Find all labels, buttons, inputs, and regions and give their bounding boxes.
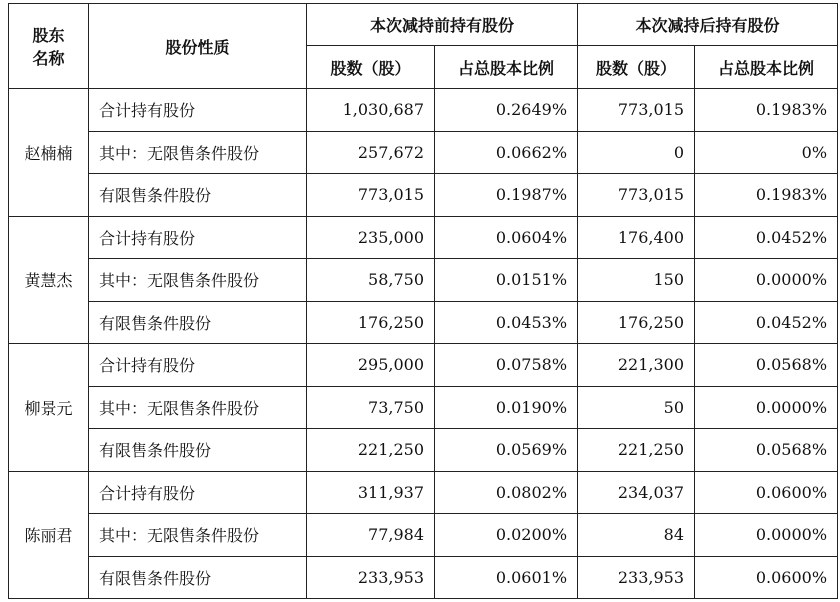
after-ratio-cell: 0.0452% xyxy=(695,216,838,259)
table-row xyxy=(9,386,838,429)
before-ratio-cell: 0.0604% xyxy=(435,216,578,259)
share-nature-cell: 其中：无限售条件股份 xyxy=(89,131,307,174)
shareholder-name: 柳景元 xyxy=(9,344,89,472)
header-shareholder-name xyxy=(9,4,89,89)
table-row xyxy=(9,131,838,174)
share-nature-cell: 其中：无限售条件股份 xyxy=(89,259,307,302)
before-shares-cell: 295,000 xyxy=(307,344,435,387)
table-body xyxy=(9,89,838,599)
after-shares-cell: 773,015 xyxy=(578,174,695,217)
before-shares-cell: 58,750 xyxy=(307,259,435,302)
header-share-nature: 股份性质 xyxy=(89,4,307,89)
before-shares-cell: 235,000 xyxy=(307,216,435,259)
after-ratio-cell: 0% xyxy=(695,131,838,174)
before-shares-cell: 73,750 xyxy=(307,386,435,429)
after-shares-cell: 150 xyxy=(578,259,695,302)
share-nature-cell: 有限售条件股份 xyxy=(89,301,307,344)
before-ratio-cell: 0.0569% xyxy=(435,429,578,472)
table-row xyxy=(9,259,838,302)
before-ratio-cell: 0.0662% xyxy=(435,131,578,174)
after-ratio-cell: 0.0000% xyxy=(695,259,838,302)
before-shares-cell: 221,250 xyxy=(307,429,435,472)
before-ratio-cell: 0.0200% xyxy=(435,514,578,557)
after-shares-cell: 176,250 xyxy=(578,301,695,344)
table-row xyxy=(9,471,838,514)
after-ratio-cell: 0.0568% xyxy=(695,429,838,472)
table-row xyxy=(9,344,838,387)
header-before-ratio: 占总股本比例 xyxy=(435,46,578,89)
after-ratio-cell: 0.1983% xyxy=(695,89,838,132)
before-ratio-cell: 0.0601% xyxy=(435,556,578,599)
header-after-ratio: 占总股本比例 xyxy=(695,46,838,89)
share-nature-cell: 有限售条件股份 xyxy=(89,556,307,599)
header-after-shares: 股数（股） xyxy=(578,46,695,89)
after-ratio-cell: 0.0000% xyxy=(695,386,838,429)
table-row xyxy=(9,429,838,472)
before-shares-cell: 257,672 xyxy=(307,131,435,174)
before-ratio-cell: 0.0802% xyxy=(435,471,578,514)
after-shares-cell: 773,015 xyxy=(578,89,695,132)
header-shareholder-line2: 名称 xyxy=(32,49,65,68)
before-ratio-cell: 0.0151% xyxy=(435,259,578,302)
table-row xyxy=(9,514,838,557)
before-shares-cell: 77,984 xyxy=(307,514,435,557)
before-shares-cell: 311,937 xyxy=(307,471,435,514)
share-nature-cell: 有限售条件股份 xyxy=(89,429,307,472)
shareholder-name: 黄慧杰 xyxy=(9,216,89,344)
before-shares-cell: 233,953 xyxy=(307,556,435,599)
header-shareholder-line1: 股东 xyxy=(32,26,65,45)
shareholder-name: 陈丽君 xyxy=(9,471,89,599)
before-shares-cell: 176,250 xyxy=(307,301,435,344)
before-shares-cell: 1,030,687 xyxy=(307,89,435,132)
before-ratio-cell: 0.2649% xyxy=(435,89,578,132)
after-ratio-cell: 0.0600% xyxy=(695,556,838,599)
table-row xyxy=(9,216,838,259)
share-nature-cell: 其中：无限售条件股份 xyxy=(89,514,307,557)
table-row xyxy=(9,89,838,132)
after-shares-cell: 0 xyxy=(578,131,695,174)
share-nature-cell: 有限售条件股份 xyxy=(89,174,307,217)
after-shares-cell: 50 xyxy=(578,386,695,429)
shareholding-reduction-table xyxy=(8,3,838,599)
table-row xyxy=(9,556,838,599)
share-nature-cell: 其中：无限售条件股份 xyxy=(89,386,307,429)
after-shares-cell: 233,953 xyxy=(578,556,695,599)
table-row xyxy=(9,301,838,344)
after-shares-cell: 84 xyxy=(578,514,695,557)
after-shares-cell: 234,037 xyxy=(578,471,695,514)
table-row xyxy=(9,174,838,217)
before-ratio-cell: 0.0758% xyxy=(435,344,578,387)
header-before-shares: 股数（股） xyxy=(307,46,435,89)
share-nature-cell: 合计持有股份 xyxy=(89,344,307,387)
after-shares-cell: 176,400 xyxy=(578,216,695,259)
after-shares-cell: 221,250 xyxy=(578,429,695,472)
before-ratio-cell: 0.0453% xyxy=(435,301,578,344)
header-before-reduction: 本次减持前持有股份 xyxy=(307,4,578,46)
after-ratio-cell: 0.0568% xyxy=(695,344,838,387)
after-ratio-cell: 0.1983% xyxy=(695,174,838,217)
after-shares-cell: 221,300 xyxy=(578,344,695,387)
share-nature-cell: 合计持有股份 xyxy=(89,216,307,259)
before-ratio-cell: 0.1987% xyxy=(435,174,578,217)
before-ratio-cell: 0.0190% xyxy=(435,386,578,429)
shareholder-name: 赵楠楠 xyxy=(9,89,89,217)
share-nature-cell: 合计持有股份 xyxy=(89,89,307,132)
after-ratio-cell: 0.0452% xyxy=(695,301,838,344)
after-ratio-cell: 0.0000% xyxy=(695,514,838,557)
before-shares-cell: 773,015 xyxy=(307,174,435,217)
share-nature-cell: 合计持有股份 xyxy=(89,471,307,514)
header-after-reduction: 本次减持后持有股份 xyxy=(578,4,838,46)
after-ratio-cell: 0.0600% xyxy=(695,471,838,514)
